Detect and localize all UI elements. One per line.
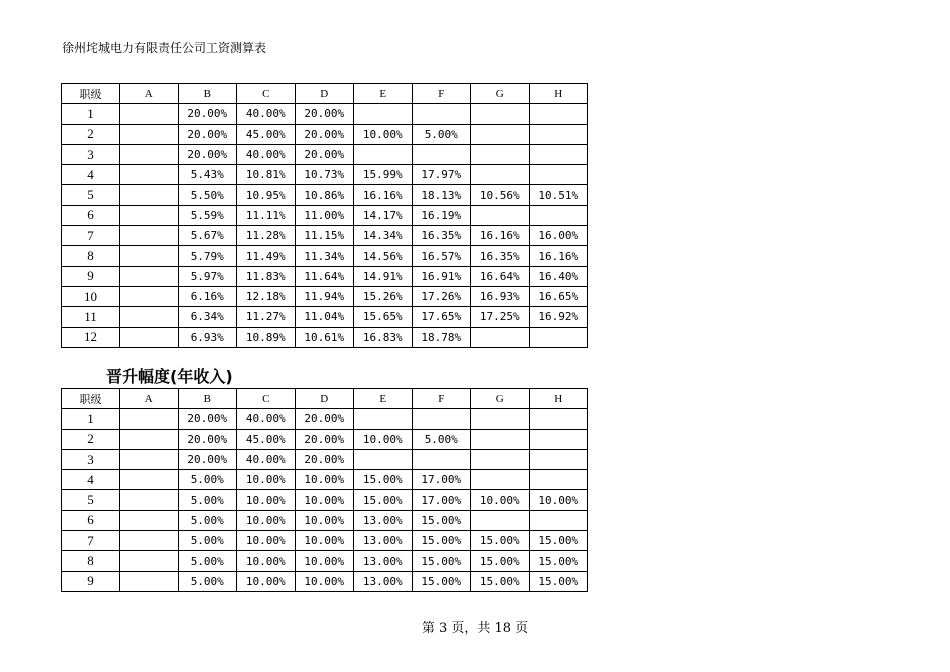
grade-cell: 4 <box>62 470 120 490</box>
percent-cell: 10.00% <box>295 531 354 551</box>
header-cell-e: E <box>354 84 413 104</box>
percent-cell <box>120 490 179 510</box>
percent-cell <box>120 551 179 571</box>
percent-cell <box>529 429 588 449</box>
header-cell-grade: 职级 <box>62 389 120 409</box>
percent-cell: 15.00% <box>412 571 471 591</box>
grade-cell: 4 <box>62 165 120 185</box>
percent-cell: 10.00% <box>295 571 354 591</box>
table-row <box>62 185 588 205</box>
percent-cell <box>471 104 530 124</box>
page-header-title: 徐州垞城电力有限责任公司工资测算表 <box>62 41 267 55</box>
percent-cell <box>529 144 588 164</box>
percentage-table-2 <box>61 388 588 592</box>
percent-cell <box>120 266 179 286</box>
percent-cell: 15.99% <box>354 165 413 185</box>
percent-cell <box>120 165 179 185</box>
percent-cell <box>471 470 530 490</box>
percent-cell: 5.50% <box>178 185 237 205</box>
percent-cell <box>120 205 179 225</box>
percent-cell: 5.00% <box>178 551 237 571</box>
grade-cell: 9 <box>62 266 120 286</box>
percent-cell: 20.00% <box>295 144 354 164</box>
percent-cell <box>471 205 530 225</box>
percent-cell: 5.67% <box>178 226 237 246</box>
percent-cell: 15.00% <box>471 571 530 591</box>
percent-cell: 6.93% <box>178 327 237 347</box>
header-cell-b: B <box>178 389 237 409</box>
percent-cell: 16.93% <box>471 286 530 306</box>
percent-cell <box>412 104 471 124</box>
percent-cell <box>120 510 179 530</box>
percent-cell: 16.16% <box>354 185 413 205</box>
table-row <box>62 551 588 571</box>
table-header-row <box>62 389 588 409</box>
percent-cell: 15.00% <box>471 551 530 571</box>
grade-cell: 3 <box>62 144 120 164</box>
grade-cell: 5 <box>62 490 120 510</box>
percent-cell: 40.00% <box>237 144 296 164</box>
percent-cell: 17.65% <box>412 307 471 327</box>
percent-cell <box>354 409 413 429</box>
percent-cell: 5.00% <box>412 429 471 449</box>
grade-cell: 3 <box>62 449 120 469</box>
percent-cell: 15.00% <box>354 470 413 490</box>
percent-cell: 18.78% <box>412 327 471 347</box>
percent-cell <box>529 449 588 469</box>
percent-cell: 10.00% <box>354 124 413 144</box>
grade-cell: 11 <box>62 307 120 327</box>
percent-cell <box>120 144 179 164</box>
percent-cell: 10.51% <box>529 185 588 205</box>
header-cell-b: B <box>178 84 237 104</box>
grade-cell: 7 <box>62 226 120 246</box>
percent-cell: 13.00% <box>354 510 413 530</box>
percent-cell: 5.00% <box>178 571 237 591</box>
percent-cell: 45.00% <box>237 124 296 144</box>
percent-cell: 20.00% <box>295 429 354 449</box>
header-cell-a: A <box>120 84 179 104</box>
percent-cell <box>529 470 588 490</box>
table-header-row <box>62 84 588 104</box>
percent-cell: 16.16% <box>529 246 588 266</box>
grade-cell: 1 <box>62 104 120 124</box>
percent-cell <box>471 510 530 530</box>
header-cell-h: H <box>529 389 588 409</box>
percent-cell <box>120 327 179 347</box>
percent-cell: 15.00% <box>354 490 413 510</box>
percent-cell: 10.00% <box>354 429 413 449</box>
percent-cell: 20.00% <box>178 449 237 469</box>
percent-cell: 11.49% <box>237 246 296 266</box>
percent-cell: 10.56% <box>471 185 530 205</box>
percent-cell <box>471 429 530 449</box>
percent-cell: 15.00% <box>412 510 471 530</box>
table-row <box>62 531 588 551</box>
percent-cell <box>471 327 530 347</box>
percent-cell: 11.83% <box>237 266 296 286</box>
percent-cell <box>529 124 588 144</box>
percent-cell: 10.00% <box>237 531 296 551</box>
percent-cell <box>529 104 588 124</box>
percent-cell: 20.00% <box>295 104 354 124</box>
percent-cell: 5.00% <box>178 531 237 551</box>
percent-cell <box>120 246 179 266</box>
percent-cell: 40.00% <box>237 104 296 124</box>
header-cell-a: A <box>120 389 179 409</box>
percent-cell: 16.83% <box>354 327 413 347</box>
percent-cell: 10.61% <box>295 327 354 347</box>
percent-cell: 20.00% <box>178 409 237 429</box>
percent-cell: 11.28% <box>237 226 296 246</box>
percent-cell: 20.00% <box>178 124 237 144</box>
percent-cell: 45.00% <box>237 429 296 449</box>
percent-cell <box>471 124 530 144</box>
header-cell-f: F <box>412 84 471 104</box>
percent-cell: 5.79% <box>178 246 237 266</box>
grade-cell: 6 <box>62 205 120 225</box>
percent-cell: 10.00% <box>237 490 296 510</box>
page-footer-page-number: 第 3 页，共 18 页 <box>421 621 529 636</box>
percent-cell: 5.00% <box>178 490 237 510</box>
percent-cell <box>120 571 179 591</box>
header-cell-d: D <box>295 84 354 104</box>
percent-cell <box>529 510 588 530</box>
percent-cell: 16.64% <box>471 266 530 286</box>
grade-cell: 10 <box>62 286 120 306</box>
percent-cell: 15.00% <box>529 531 588 551</box>
percent-cell <box>471 409 530 429</box>
percent-cell: 15.00% <box>412 551 471 571</box>
percent-cell: 10.00% <box>295 470 354 490</box>
percent-cell: 40.00% <box>237 409 296 429</box>
percent-cell <box>412 409 471 429</box>
percent-cell: 20.00% <box>295 124 354 144</box>
table-row <box>62 124 588 144</box>
percent-cell: 11.15% <box>295 226 354 246</box>
percent-cell: 12.18% <box>237 286 296 306</box>
header-cell-g: G <box>471 84 530 104</box>
percent-cell: 10.00% <box>529 490 588 510</box>
percent-cell: 14.17% <box>354 205 413 225</box>
table-row <box>62 286 588 306</box>
table-row <box>62 144 588 164</box>
percent-cell <box>120 124 179 144</box>
header-cell-h: H <box>529 84 588 104</box>
percent-cell: 15.00% <box>471 531 530 551</box>
percent-cell: 40.00% <box>237 449 296 469</box>
percent-cell: 15.65% <box>354 307 413 327</box>
percent-cell: 20.00% <box>178 429 237 449</box>
percent-cell: 5.59% <box>178 205 237 225</box>
grade-cell: 6 <box>62 510 120 530</box>
percent-cell: 16.65% <box>529 286 588 306</box>
percent-cell <box>529 327 588 347</box>
percent-cell: 16.92% <box>529 307 588 327</box>
percent-cell: 10.00% <box>237 470 296 490</box>
percent-cell: 14.34% <box>354 226 413 246</box>
grade-cell: 1 <box>62 409 120 429</box>
percent-cell: 14.56% <box>354 246 413 266</box>
percent-cell <box>120 226 179 246</box>
percent-cell: 16.35% <box>412 226 471 246</box>
percent-cell: 10.73% <box>295 165 354 185</box>
percent-cell: 10.00% <box>237 551 296 571</box>
percent-cell: 16.35% <box>471 246 530 266</box>
header-cell-grade: 职级 <box>62 84 120 104</box>
percent-cell: 10.86% <box>295 185 354 205</box>
percent-cell: 17.00% <box>412 470 471 490</box>
percent-cell: 14.91% <box>354 266 413 286</box>
percent-cell: 10.95% <box>237 185 296 205</box>
percent-cell: 10.89% <box>237 327 296 347</box>
grade-cell: 7 <box>62 531 120 551</box>
percent-cell: 15.00% <box>529 551 588 571</box>
table-row <box>62 205 588 225</box>
percent-cell: 13.00% <box>354 551 413 571</box>
percent-cell: 17.25% <box>471 307 530 327</box>
percent-cell <box>120 409 179 429</box>
percent-cell: 6.34% <box>178 307 237 327</box>
percent-cell <box>354 449 413 469</box>
table-row <box>62 429 588 449</box>
percent-cell <box>471 449 530 469</box>
percent-cell: 11.04% <box>295 307 354 327</box>
table-row <box>62 409 588 429</box>
percent-cell: 16.91% <box>412 266 471 286</box>
percent-cell: 10.00% <box>237 510 296 530</box>
percent-cell <box>529 205 588 225</box>
percent-cell: 20.00% <box>178 144 237 164</box>
percent-cell: 6.16% <box>178 286 237 306</box>
percent-cell: 5.00% <box>178 510 237 530</box>
percent-cell <box>120 307 179 327</box>
grade-cell: 8 <box>62 551 120 571</box>
percent-cell: 20.00% <box>295 409 354 429</box>
grade-cell: 2 <box>62 124 120 144</box>
percent-cell <box>471 144 530 164</box>
percentage-table-1 <box>61 83 588 348</box>
percent-cell <box>412 449 471 469</box>
percent-cell: 10.00% <box>237 571 296 591</box>
grade-cell: 5 <box>62 185 120 205</box>
table-row <box>62 104 588 124</box>
percent-cell: 10.00% <box>295 510 354 530</box>
percent-cell: 15.00% <box>412 531 471 551</box>
percent-cell <box>412 144 471 164</box>
percent-cell: 17.00% <box>412 490 471 510</box>
table-row <box>62 327 588 347</box>
percent-cell <box>471 165 530 185</box>
percent-cell: 13.00% <box>354 571 413 591</box>
percent-cell: 13.00% <box>354 531 413 551</box>
percent-cell: 5.00% <box>178 470 237 490</box>
table-row <box>62 490 588 510</box>
percent-cell: 5.97% <box>178 266 237 286</box>
percent-cell <box>120 531 179 551</box>
percent-cell <box>354 104 413 124</box>
grade-cell: 2 <box>62 429 120 449</box>
table-row <box>62 571 588 591</box>
table-row <box>62 246 588 266</box>
grade-cell: 9 <box>62 571 120 591</box>
table-row <box>62 266 588 286</box>
percent-cell: 16.16% <box>471 226 530 246</box>
header-cell-g: G <box>471 389 530 409</box>
percent-cell: 10.00% <box>295 551 354 571</box>
percent-cell: 10.00% <box>471 490 530 510</box>
percent-cell: 11.11% <box>237 205 296 225</box>
percent-cell <box>120 470 179 490</box>
header-cell-d: D <box>295 389 354 409</box>
percent-cell: 5.00% <box>412 124 471 144</box>
percent-cell: 10.00% <box>295 490 354 510</box>
table-row <box>62 510 588 530</box>
percent-cell <box>120 449 179 469</box>
header-cell-f: F <box>412 389 471 409</box>
grade-cell: 8 <box>62 246 120 266</box>
percent-cell: 11.64% <box>295 266 354 286</box>
percent-cell <box>120 104 179 124</box>
table-row <box>62 226 588 246</box>
percent-cell <box>120 185 179 205</box>
percent-cell: 5.43% <box>178 165 237 185</box>
header-cell-c: C <box>237 389 296 409</box>
percent-cell: 15.26% <box>354 286 413 306</box>
percent-cell: 18.13% <box>412 185 471 205</box>
percent-cell: 11.27% <box>237 307 296 327</box>
percent-cell: 17.97% <box>412 165 471 185</box>
percent-cell: 15.00% <box>529 571 588 591</box>
percent-cell: 11.00% <box>295 205 354 225</box>
percent-cell <box>529 409 588 429</box>
percent-cell: 16.57% <box>412 246 471 266</box>
percent-cell: 11.94% <box>295 286 354 306</box>
table-row <box>62 449 588 469</box>
percent-cell: 20.00% <box>178 104 237 124</box>
percent-cell: 16.00% <box>529 226 588 246</box>
percent-cell: 16.19% <box>412 205 471 225</box>
grade-cell: 12 <box>62 327 120 347</box>
table-row <box>62 165 588 185</box>
table-row <box>62 470 588 490</box>
percent-cell <box>120 429 179 449</box>
percent-cell <box>354 144 413 164</box>
table-row <box>62 307 588 327</box>
percent-cell <box>120 286 179 306</box>
percent-cell: 16.40% <box>529 266 588 286</box>
section-title-promotion-range: 晋升幅度(年收入) <box>106 367 233 386</box>
percent-cell: 10.81% <box>237 165 296 185</box>
header-cell-e: E <box>354 389 413 409</box>
header-cell-c: C <box>237 84 296 104</box>
percent-cell <box>529 165 588 185</box>
percent-cell: 20.00% <box>295 449 354 469</box>
percent-cell: 11.34% <box>295 246 354 266</box>
percent-cell: 17.26% <box>412 286 471 306</box>
